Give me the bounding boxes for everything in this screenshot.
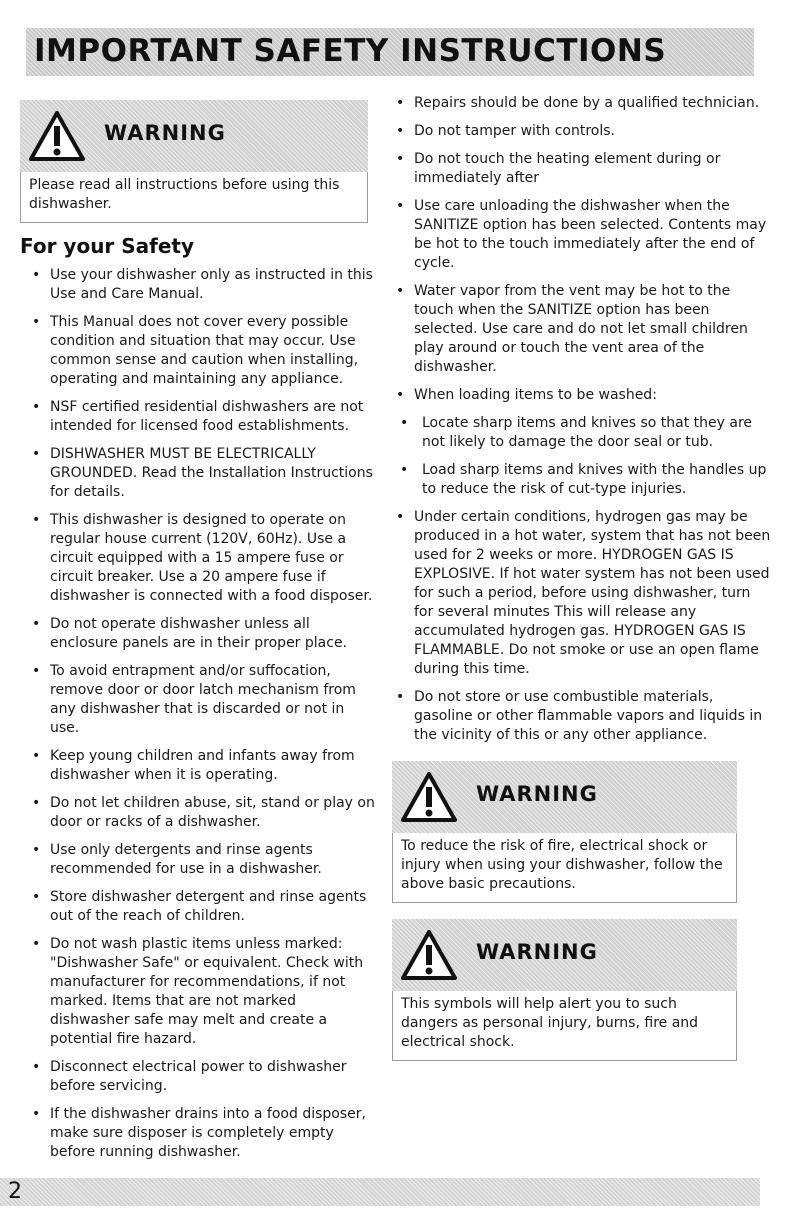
list-item: • When loading items to be washed: [392,386,772,405]
sub-list-item: • Locate sharp items and knives so that they are not likely to damage the door seal or tub. [392,414,772,452]
warning-triangle-icon [28,110,86,162]
sub-list-item: • Load sharp items and knives with the handles up to reduce the risk of cut-type injuries. [392,461,772,499]
list-item: • Under certain conditions, hydrogen gas may be produced in a hot water, system that has not been used for 2 weeks or more. HYDROGEN GAS IS EXPLOSIVE. If hot water system has not been used for such a period, before using dishwasher, turn for several minutes This will release any accumulated hydrogen gas. HYDROGEN GAS IS FLAMMABLE. Do not smoke or use an open flame during this time. [392,508,772,679]
list-item: • Do not touch the heating element during or immediately after [392,150,772,188]
list-item: • Do not tamper with controls. [392,122,772,141]
warning-text: Please read all instructions before using this dishwasher. [20,172,368,223]
list-item: • Use care unloading the dishwasher when the SANITIZE option has been selected. Contents may be hot to the touch immediately after the end of cycle. [392,197,772,273]
warning-header [392,919,737,991]
list-item: • Do not let children abuse, sit, stand or play on door or racks of a dishwasher. [20,794,375,832]
page-number: 2 [8,1179,22,1204]
right-column [392,94,772,1061]
warning-text: To reduce the risk of fire, electrical shock or injury when using your dishwasher, follow the above basic precautions. [392,833,737,903]
warning-label: WARNING [476,782,598,806]
page-title: IMPORTANT SAFETY INSTRUCTIONS [34,33,667,69]
list-item: • Keep young children and infants away from dishwasher when it is operating. [20,747,375,785]
left-bullet-list [20,266,375,1162]
list-item: • Do not wash plastic items unless marked: "Dishwasher Safe" or equivalent. Check with manufacturer for recommendations, if not marked. Items that are not marked dishwasher safe may melt and create a potential fire hazard. [20,935,375,1049]
section-title: For your Safety [20,234,195,258]
list-item: • This Manual does not cover every possible condition and situation that may occur. Use common sense and caution when installing, operating and maintaining any appliance. [20,313,375,389]
header-banner [26,28,754,76]
list-item: • Store dishwasher detergent and rinse agents out of the reach of children. [20,888,375,926]
list-item: • Disconnect electrical power to dishwasher before servicing. [20,1058,375,1096]
warning-text: This symbols will help alert you to such dangers as personal injury, burns, fire and electrical shock. [392,991,737,1061]
list-item: • If the dishwasher drains into a food disposer, make sure disposer is completely empty before running dishwasher. [20,1105,375,1162]
warning-triangle-icon [400,929,458,981]
list-item: • Water vapor from the vent may be hot to the touch when the SANITIZE option has been selected. Use care and do not let small children play around or touch the vent area of the dishwasher. [392,282,772,377]
right-bullet-list [392,94,772,745]
warning-header [392,761,737,833]
warning-box-symbols [392,919,737,1061]
list-item: • Use only detergents and rinse agents recommended for use in a dishwasher. [20,841,375,879]
warning-box-read-instructions [20,100,368,223]
warning-triangle-icon [400,771,458,823]
list-item: • DISHWASHER MUST BE ELECTRICALLY GROUNDED. Read the Installation Instructions for details. [20,445,375,502]
left-column [20,100,375,1171]
list-item: • Use your dishwasher only as instructed in this Use and Care Manual. [20,266,375,304]
list-item: • To avoid entrapment and/or suffocation, remove door or door latch mechanism from any dishwasher that is discarded or not in use. [20,662,375,738]
list-item: • Repairs should be done by a qualified technician. [392,94,772,113]
warning-header [20,100,368,172]
footer-bar [0,1178,760,1206]
warning-box-precautions [392,761,737,903]
list-item: • This dishwasher is designed to operate on regular house current (120V, 60Hz). Use a circuit equipped with a 15 ampere fuse or circuit breaker. Use a 20 ampere fuse if dishwasher is connected with a food disposer. [20,511,375,606]
list-item: • NSF certified residential dishwashers are not intended for licensed food establishments. [20,398,375,436]
list-item: • Do not operate dishwasher unless all enclosure panels are in their proper place. [20,615,375,653]
list-item: • Do not store or use combustible materials, gasoline or other flammable vapors and liquids in the vicinity of this or any other appliance. [392,688,772,745]
warning-label: WARNING [104,121,226,145]
warning-label: WARNING [476,940,598,964]
